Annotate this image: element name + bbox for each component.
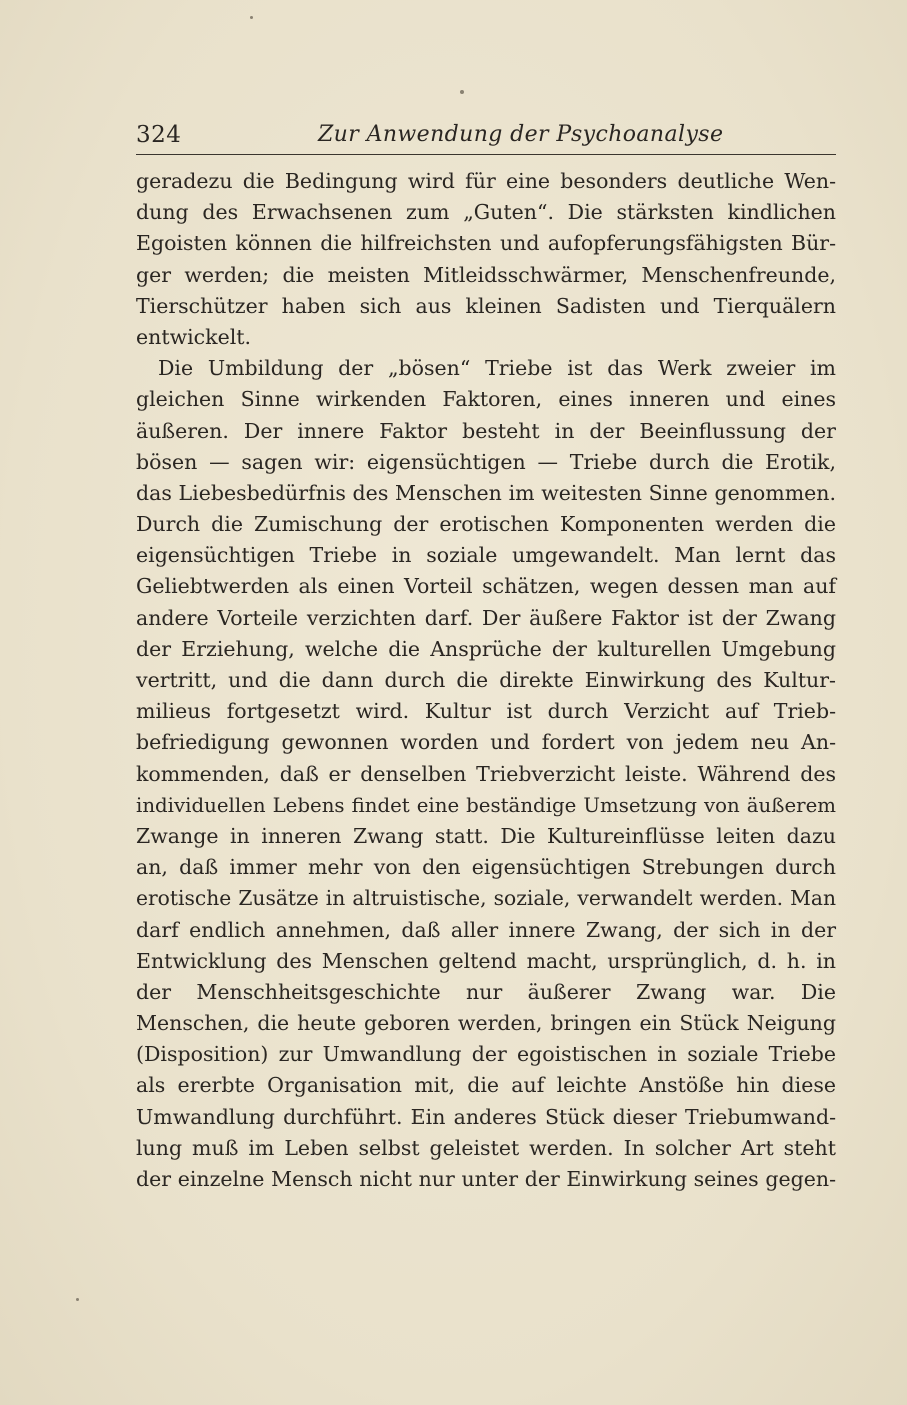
text-line: darf endlich annehmen, daß aller innere Zwang, der sich in der bbox=[136, 917, 836, 942]
text-line: äußeren. Der innere Faktor besteht in der Beeinflussung der bbox=[136, 418, 836, 443]
text-line: Die Umbildung der „bösen“ Triebe ist das Werk zweier im bbox=[158, 356, 836, 381]
paper-speck bbox=[250, 16, 253, 19]
text-line: milieus fortgesetzt wird. Kultur ist durch Verzicht auf Trieb- bbox=[136, 699, 836, 724]
text-line: der Menschheitsgeschichte nur äußerer Zwang war. Die bbox=[136, 979, 836, 1004]
body-text bbox=[136, 166, 836, 1195]
text-line: befriedigung gewonnen worden und fordert von jedem neu An- bbox=[136, 730, 836, 755]
running-title: Zur Anwendung der Psychoanalyse bbox=[318, 122, 724, 147]
text-line: Umwandlung durchführt. Ein anderes Stück dieser Triebumwand- bbox=[136, 1104, 836, 1129]
text-line: entwickelt. bbox=[136, 324, 252, 349]
text-line: (Disposition) zur Umwandlung der egoistischen in soziale Triebe bbox=[136, 1042, 836, 1067]
text-line: der einzelne Mensch nicht nur unter der Einwirkung seines gegen- bbox=[136, 1167, 836, 1191]
page-header bbox=[136, 118, 836, 155]
text-line: andere Vorteile verzichten darf. Der äußere Faktor ist der Zwang bbox=[136, 605, 836, 630]
text-line: bösen — sagen wir: eigensüchtigen — Triebe durch die Erotik, bbox=[136, 449, 836, 474]
text-line: Tierschützer haben sich aus kleinen Sadisten und Tierquälern bbox=[136, 293, 836, 318]
text-line: geradezu die Bedingung wird für eine besonders deutliche Wen- bbox=[136, 169, 836, 193]
text-line: gleichen Sinne wirkenden Faktoren, eines inneren und eines bbox=[136, 387, 836, 412]
text-line: vertritt, und die dann durch die direkte Einwirkung des Kultur- bbox=[136, 668, 836, 692]
text-line: kommenden, daß er denselben Triebverzicht leiste. Während des bbox=[136, 761, 836, 786]
text-line: Menschen, die heute geboren werden, bringen ein Stück Neigung bbox=[136, 1011, 836, 1036]
paper-speck bbox=[460, 90, 464, 94]
text-line: eigensüchtigen Triebe in soziale umgewandelt. Man lernt das bbox=[136, 543, 836, 568]
text-line: Egoisten können die hilfreichsten und aufopferungsfähigsten Bür- bbox=[136, 231, 836, 256]
text-line: Geliebtwerden als einen Vorteil schätzen, wegen dessen man auf bbox=[136, 574, 836, 599]
text-line: Zwange in inneren Zwang statt. Die Kultureinflüsse leiten dazu bbox=[136, 823, 836, 848]
text-line: an, daß immer mehr von den eigensüchtigen Strebungen durch bbox=[136, 855, 836, 880]
paper-speck bbox=[76, 1298, 79, 1301]
text-line: der Erziehung, welche die Ansprüche der kulturellen Umgebung bbox=[136, 636, 836, 661]
page-number: 324 bbox=[136, 122, 182, 148]
text-line: Durch die Zumischung der erotischen Komponenten werden die bbox=[136, 512, 836, 537]
text-line: individuellen Lebens findet eine beständige Umsetzung von äußerem bbox=[136, 793, 836, 817]
text-line: ger werden; die meisten Mitleidsschwärmer, Menschenfreunde, bbox=[136, 262, 836, 287]
text-line: Entwicklung des Menschen geltend macht, ursprünglich, d. h. in bbox=[136, 948, 836, 973]
text-line: lung muß im Leben selbst geleistet werden. In solcher Art steht bbox=[136, 1135, 836, 1160]
text-line: dung des Erwachsenen zum „Guten“. Die stärksten kindlichen bbox=[136, 200, 836, 225]
text-line: erotische Zusätze in altruistische, soziale, verwandelt werden. Man bbox=[136, 886, 836, 911]
text-line: das Liebesbedürfnis des Menschen im weitesten Sinne genommen. bbox=[136, 480, 836, 505]
text-line: als ererbte Organisation mit, die auf leichte Anstöße hin diese bbox=[136, 1073, 836, 1098]
